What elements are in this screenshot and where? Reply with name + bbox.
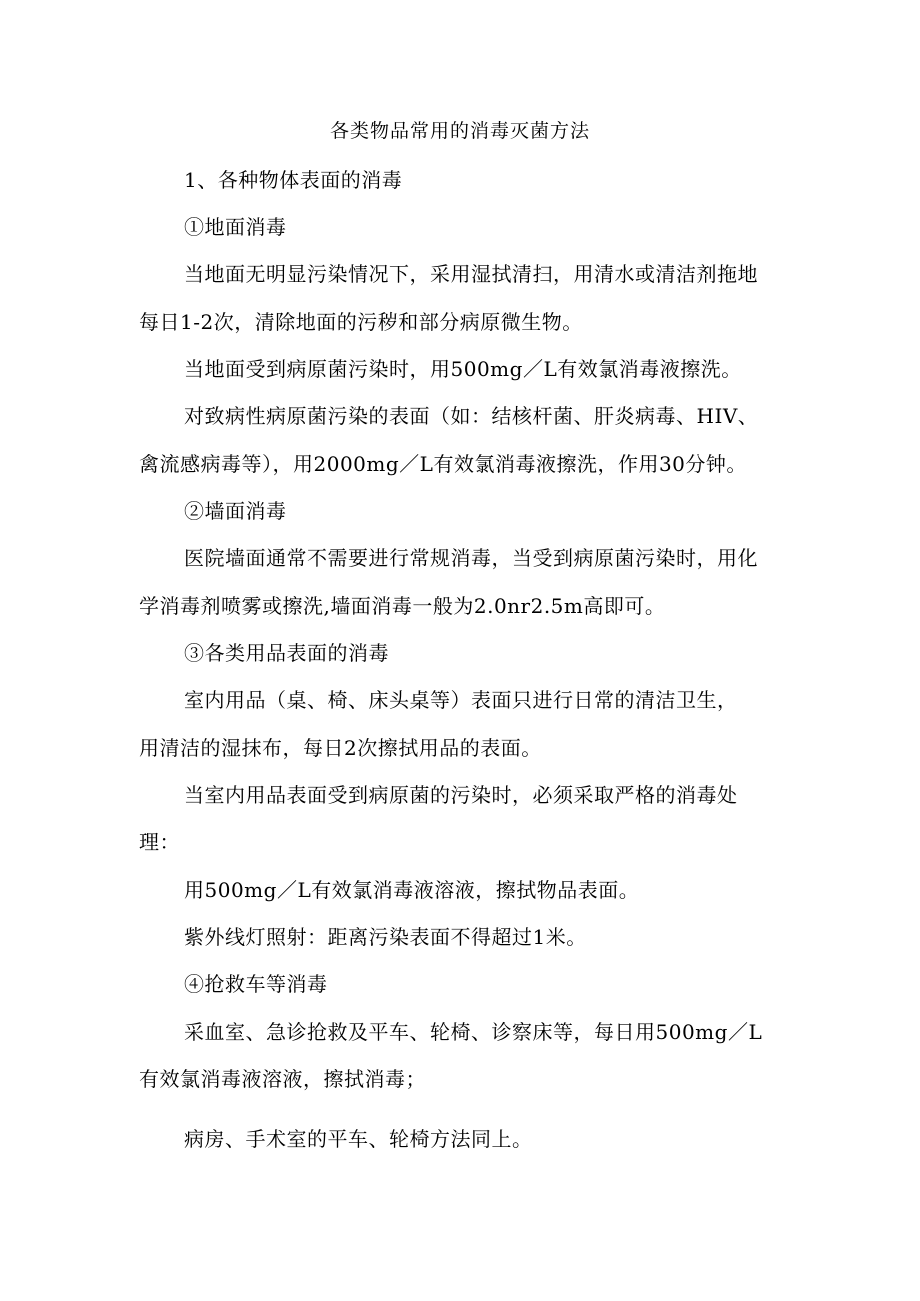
subheading-cart-disinfection: ④抢救车等消毒 (184, 972, 328, 996)
paragraph-line: 当地面无明显污染情况下，采用湿拭清扫，用清水或清洁剂拖地 (184, 262, 758, 286)
paragraph-line: 用500mg／L有效氯消毒液溶液，擦拭物品表面。 (184, 878, 640, 902)
subheading-item-surface-disinfection: ③各类用品表面的消毒 (184, 641, 389, 665)
paragraph-line: 医院墙面通常不需要进行常规消毒，当受到病原菌污染时，用化 (184, 546, 758, 570)
section-heading-1: 1、各种物体表面的消毒 (184, 168, 403, 192)
paragraph-line: 当室内用品表面受到病原菌的污染时，必须采取严格的消毒处 (184, 783, 738, 807)
paragraph-line: 当地面受到病原菌污染时，用500mg／L有效氯消毒液擦洗。 (184, 357, 742, 381)
paragraph-line: 每日1-2次，清除地面的污秽和部分病原微生物。 (139, 310, 583, 334)
paragraph-line: 病房、手术室的平车、轮椅方法同上。 (184, 1127, 533, 1151)
paragraph-line: 紫外线灯照射：距离污染表面不得超过1米。 (184, 925, 587, 949)
subheading-wall-disinfection: ②墙面消毒 (184, 499, 287, 523)
paragraph-line: 对致病性病原菌污染的表面（如：结核杆菌、肝炎病毒、HIV、 (184, 404, 759, 428)
document-title: 各类物品常用的消毒灭菌方法 (329, 120, 590, 142)
paragraph-line: 禽流感病毒等），用2000mg／L有效氯消毒液擦洗，作用30分钟。 (139, 452, 747, 476)
paragraph-line: 有效氯消毒液溶液，擦拭消毒； (139, 1067, 426, 1091)
paragraph-line: 室内用品（桌、椅、床头桌等）表面只进行日常的清洁卫生， (184, 688, 738, 712)
paragraph-line: 学消毒剂喷雾或擦洗,墙面消毒一般为2.0nr2.5m高即可。 (139, 594, 666, 618)
paragraph-line: 用清洁的湿抹布，每日2次擦拭用品的表面。 (139, 736, 542, 760)
paragraph-line: 理： (139, 830, 180, 854)
subheading-floor-disinfection: ①地面消毒 (184, 215, 287, 239)
paragraph-line: 采血室、急诊抢救及平车、轮椅、诊察床等，每日用500mg／L (184, 1020, 763, 1044)
